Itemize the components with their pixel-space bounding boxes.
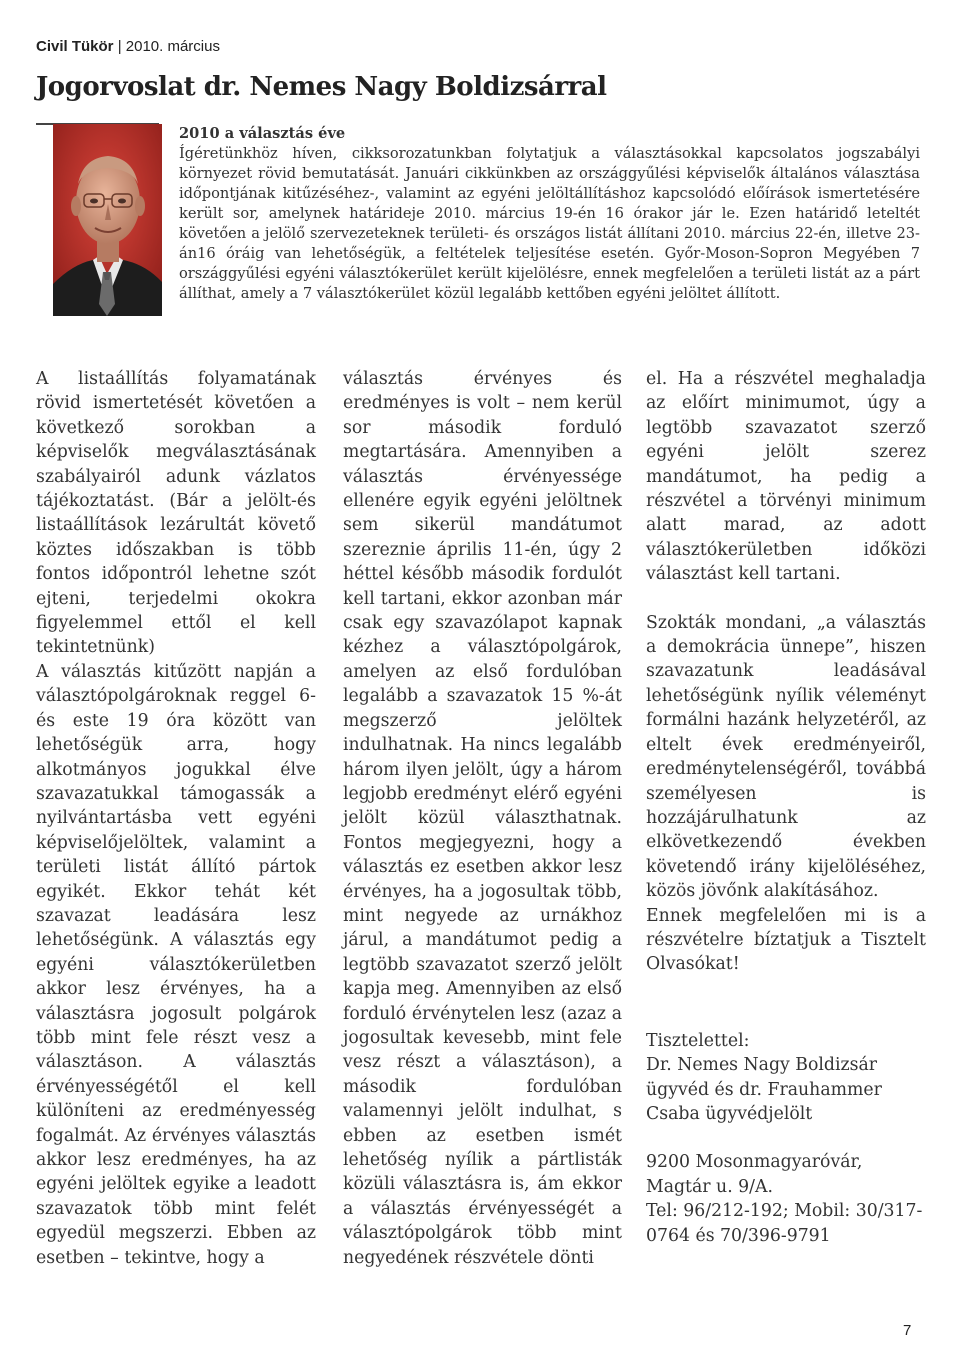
- magazine-name: Civil Tükör: [36, 38, 114, 55]
- contact-block: [646, 1150, 926, 1248]
- paragraph: A listaállítás folyamatának rövid ismertetését követően a következő sorokban a képviselők megválasztásának szabályairól adunk vázlatos tájékoztatást. (Bár a jelölt-és listaállítások lezárultát követő köztes időszakban is több fontos időpontról lehetne szót ejteni, terjedelmi okokra figyelemmel ettől el kell tekintetnünk): [36, 369, 316, 658]
- header-separator: |: [117, 38, 122, 55]
- column-2: [343, 367, 622, 1270]
- paragraph: választás érvényes és eredményes is volt – nem kerül sor második forduló megtartására. Amennyiben a választás érvényessége ellenére egyik egyéni jelöltnek sem sikerül mandátumot szereznie április 11-én, úgy 2 héttel később második fordulót kell tartani, ekkor azonban már csak egy szavazólapot kapnak kézhez a választópolgárok, amelyen az első fordulóban legalább a szavazatok 15 %-át megszerző jelöltek indulhatnak. Ha nincs legalább három ilyen jelölt, úgy a három legjobb eredményt elérő egyéni jelölt közül választhatnak. Fontos megjegyezni, hogy a választás ez esetben akkor lesz érvényes, ha a jogosultak több, mint negyede az urnákhoz járul, a mandátumot pedig a legtöbb szavazatot szerző jelölt kapja meg. Amennyiben az első forduló érvénytelen lesz (azaz a jogosultak kevesebb, mint fele vesz részt a választáson), a második fordulóban valamennyi jelölt indulhat, s ebben az esetben ismét lehetőség nyílik a pártlisták közüli választásra is, ám ekkor a választás érvényességét a választópolgárok több mint negyedének részvétele dönti: [343, 369, 622, 1268]
- paragraph-gap: [646, 587, 926, 611]
- intro-text: Ígéretünkhöz híven, cikksorozatunkban folytatjuk a választásokkal kapcsolatos jogszabályi környezet rövid bemutatását. Januári cikkünkben az országgyűlési képviselők általános választása időpontjának kitűzéséhez-, valamint az egyéni jelöltállításhoz kapcsolódó előírások ismertetésére került sor, amelynek határideje 2010. március 19-én 16 órakor jár le. Ezen határidő leteltét követően a jelölő szervezeteknek területi- és országos listát állítani 2010. március 22-én, illetve 23-án16 óráig van lehetőségük, a feltételek teljesítése esetén. Győr-Moson-Sopron Megyében 7 országgyűlési egyéni választókerület került kijelölésre, ennek megfelelően a területi listát az a párt állíthat, amely a 7 választókerület közül legalább kettőben egyéni jelöltet állított.: [179, 145, 920, 302]
- running-header: [36, 38, 220, 55]
- column-1: [36, 367, 316, 1270]
- paragraph: A választás kitűzött napján a választópolgároknak reggel 6- és este 19 óra között van lehetőségük arra, hogy alkotmányos jogukkal élve szavazatukkal támogassák a nyilvántartásba vett egyéni képviselőjelöltek, valamint a területi listát állító pártok egyikét. Ekkor tehát két szavazat leadására lesz lehetőségünk. A választás egy egyéni választókerületben akkor lesz érvényes, ha a választásra jogosult polgárok több mint fele részt vesz a választáson. A választás érvényességétől el kell különíteni az eredményesség fogalmát. Az érvényes választás akkor lesz eredményes, ha az egyéni jelöltek egyike a leadott szavazatok több mint felét egyedül megszerzi. Ebben az esetben – tekintve, hogy a: [36, 661, 316, 1268]
- salutation: Tisztelettel:: [646, 1030, 750, 1051]
- issue-date: 2010. március: [125, 38, 220, 55]
- article-title: Jogorvoslat dr. Nemes Nagy Boldizsárral: [36, 72, 607, 102]
- signature-block: [646, 1029, 926, 1127]
- signatories: Dr. Nemes Nagy Boldizsár ügyvéd és dr. Frauhammer Csaba ügyvédjelölt: [646, 1055, 882, 1124]
- intro-block: [179, 124, 920, 304]
- portrait-image: [53, 124, 162, 316]
- paragraph: Ennek megfelelően mi is a részvételre bíztatjuk a Tisztelt Olvasókat!: [646, 905, 926, 975]
- address: 9200 Mosonmagyaróvár, Magtár u. 9/A.: [646, 1152, 863, 1197]
- paragraph: el. Ha a részvétel meghaladja az előírt minimumot, úgy a legtöbb szavazatot szerző egyéni jelölt szerez mandátumot, ha pedig a részvétel a törvényi minimum alatt marad, az adott választókerületben időközi választást kell tartani.: [646, 369, 926, 585]
- author-portrait: [53, 124, 162, 316]
- paragraph: Szokták mondani, „a választás a demokrácia ünnepe”, hiszen szavazatunk leadásával lehetőségünk nyílik véleményt formálni hazánk helyzetéről, az eltelt évek eredményeiről, eredménytelenségéről, továbbá személyesen is hozzájárulhatunk az elkövetkezendő években követendő irány kijelöléséhez, közös jövőnk alakításához.: [646, 612, 926, 902]
- phone-numbers: Tel: 96/212-192; Mobil: 30/317-0764 és 70/396-9791: [646, 1201, 923, 1246]
- intro-heading: 2010 a választás éve: [179, 125, 346, 142]
- page-number: 7: [903, 1322, 912, 1339]
- column-3: [646, 367, 926, 1248]
